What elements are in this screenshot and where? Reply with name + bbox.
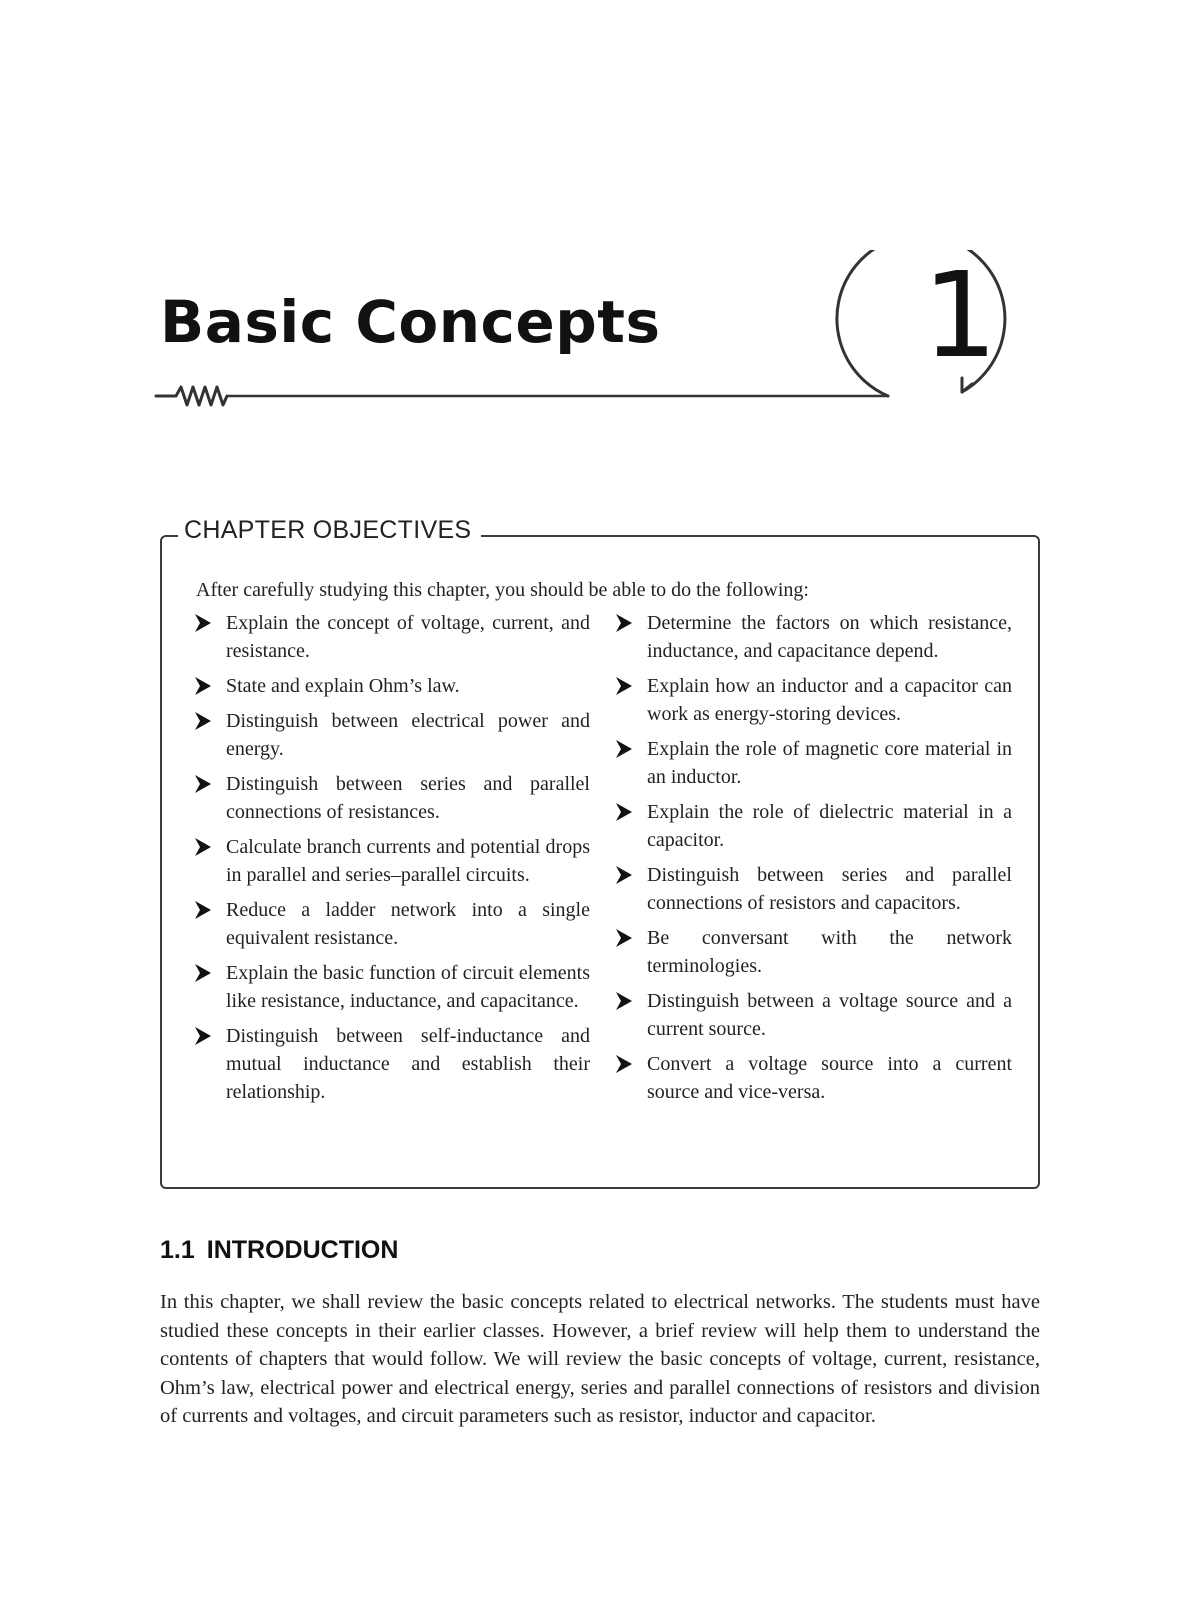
section-body-paragraph: In this chapter, we shall review the basic concepts related to electrical networks. The students must have studied these concepts in their earlier classes. However, a brief review will help them to understand the contents of chapters that would follow. We will review the basic concepts of voltage, current, resistance, Ohm’s law, electrical power and electrical energy, series and parallel connections of resistors and division of currents and voltages, and circuit parameters such as resistor, inductor and capacitor. <box>160 1291 1040 1427</box>
arrowhead-bullet-icon <box>193 963 213 983</box>
arrowhead-bullet-icon <box>193 774 213 794</box>
arrowhead-bullet-icon <box>193 676 213 696</box>
objective-item: Be conversant with the network terminologies. <box>614 924 1012 980</box>
objective-item: Reduce a ladder network into a single equivalent resistance. <box>193 896 590 952</box>
arrowhead-bullet-icon <box>614 865 634 885</box>
objective-item: Explain how an inductor and a capacitor can work as energy-storing devices. <box>614 672 1012 728</box>
objective-item: Distinguish between series and parallel connections of resistors and capacitors. <box>614 861 1012 917</box>
section-title: INTRODUCTION <box>206 1236 399 1264</box>
arrowhead-bullet-icon <box>193 837 213 857</box>
arrowhead-bullet-icon <box>193 613 213 633</box>
arrowhead-bullet-icon <box>614 1054 634 1074</box>
arrowhead-bullet-icon <box>614 928 634 948</box>
arrowhead-bullet-icon <box>614 613 634 633</box>
arrowhead-bullet-icon <box>193 900 213 920</box>
objective-item: State and explain Ohm’s law. <box>193 672 590 700</box>
objective-item: Determine the factors on which resistance, inductance, and capacitance depend. <box>614 609 1012 665</box>
objective-item: Explain the concept of voltage, current, and resistance. <box>193 609 590 665</box>
objectives-heading: CHAPTER OBJECTIVES <box>178 517 481 545</box>
arrowhead-bullet-icon <box>614 739 634 759</box>
objective-item: Distinguish between series and parallel connections of resistances. <box>193 770 590 826</box>
arrowhead-bullet-icon <box>193 711 213 731</box>
objectives-right-column <box>614 609 1012 1113</box>
objective-item: Convert a voltage source into a current source and vice-versa. <box>614 1050 1012 1106</box>
objective-item: Explain the basic function of circuit elements like resistance, inductance, and capacitance. <box>193 959 590 1015</box>
resistor-zigzag-icon <box>156 387 227 405</box>
chapter-number: 1 <box>922 246 998 384</box>
objective-item: Distinguish between a voltage source and a current source. <box>614 987 1012 1043</box>
arrowhead-bullet-icon <box>614 802 634 822</box>
arrowhead-bullet-icon <box>614 676 634 696</box>
objective-item: Explain the role of dielectric material in a capacitor. <box>614 798 1012 854</box>
chapter-title: Basic Concepts <box>160 288 661 356</box>
objective-item: Calculate branch currents and potential drops in parallel and series–parallel circuits. <box>193 833 590 889</box>
objectives-left-column <box>193 609 590 1113</box>
objective-item: Explain the role of magnetic core material in an inductor. <box>614 735 1012 791</box>
objective-item: Distinguish between self-inductance and mutual inductance and establish their relationship. <box>193 1022 590 1106</box>
section-number: 1.1 <box>160 1236 195 1264</box>
objectives-intro: After carefully studying this chapter, you should be able to do the following: <box>196 579 809 601</box>
objective-item: Distinguish between electrical power and energy. <box>193 707 590 763</box>
section-heading <box>160 1236 398 1265</box>
arrowhead-bullet-icon <box>614 991 634 1011</box>
arrowhead-bullet-icon <box>193 1026 213 1046</box>
